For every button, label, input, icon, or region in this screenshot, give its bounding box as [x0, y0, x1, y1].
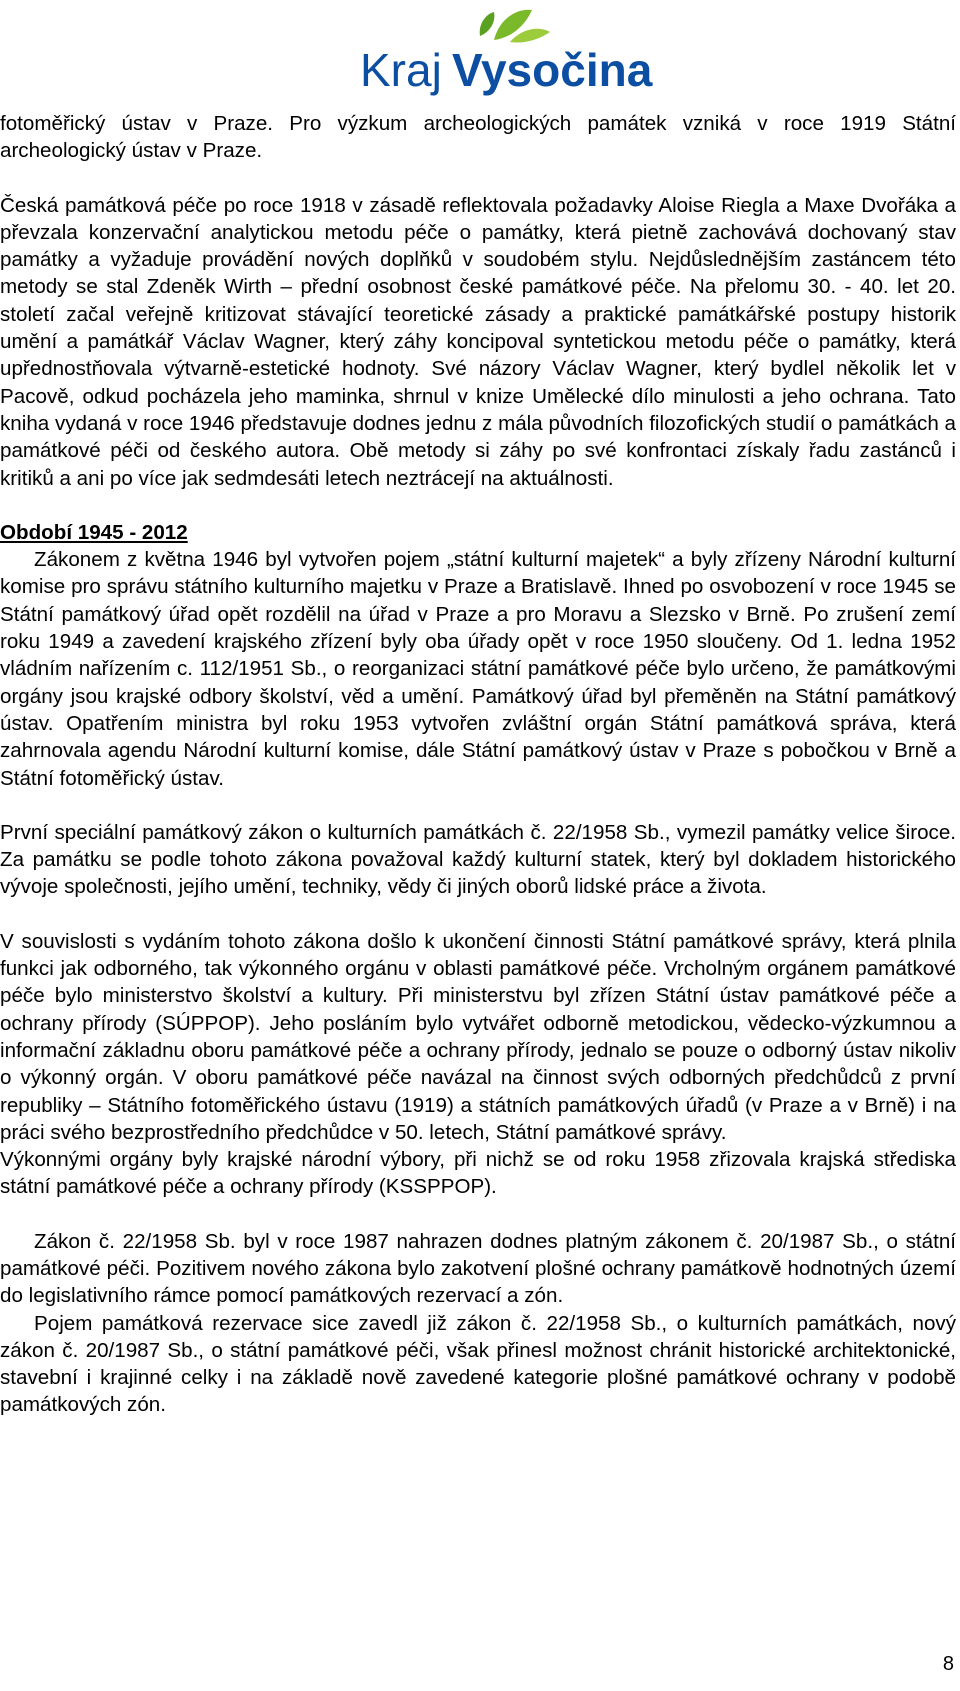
paragraph-1946-law: Zákonem z května 1946 byl vytvořen pojem „státní kulturní majetek“ a byly zřízeny Národní kulturní komise pro správu státního kulturního majetku v Praze a Bratislavě. Ihned po osvobození v roce 1945 se Státní památkový úřad opět rozdělil na úřad v Praze a pro Moravu a Slezsko v Brně. Po zrušení zemí roku 1949 a zavedení krajského zřízení byly oba úřady opět v roce 1950 sloučeny. Od 1. ledna 1952 vládním nařízením c. 112/1951 Sb., o reorganizaci státní památkové péče bylo určeno, že památkovými orgány jsou krajské odbory školství, věd a umění. Památkový úřad byl přeměněn na Státní památkový ústav. Opatřením ministra byl roku 1953 vytvořen zvláštní orgán Státní památková správa, která zahrnovala agendu Národní kulturní komise, dále Státní památkový ústav v Praze s pobočkou v Brně a Státní fotoměřický ústav.: [0, 548, 956, 790]
paragraph-suppop: V souvislosti s vydáním tohoto zákona došlo k ukončení činnosti Státní památkové správy, která plnila funkci jak odborného, tak výkonného orgánu v oblasti památkové péče. Vrcholným orgánem památkové péče bylo ministerstvo školství a kultury. Při ministerstvu byl zřízen Státní ústav památkové péče a ochrany přírody (SÚPPOP). Jeho posláním bylo vytvářet odborně metodickou, vědecko-výzkumnou a informační základnu oboru památkové péče a ochrany přírody, jednalo se pouze o odborný ústav nikoliv o výkonný orgán. V oboru památkové péče navázal na činnost svých odborných předchůdců z první republiky – Státního fotoměřického ústavu (1919) a státních památkových úřadů (v Praze a v Brně) i na práci svého bezprostředního předchůdce v 50. letech, Státní památkové správy.: [0, 929, 956, 1144]
logo-kraj-text: Kraj: [360, 44, 442, 96]
section-heading: Období 1945 - 2012: [0, 520, 188, 544]
logo-graphic: [360, 6, 690, 102]
paragraph-reservation: Pojem památková rezervace sice zavedl již zákon č. 22/1958 Sb., o kulturních památkách, nový zákon č. 20/1987 Sb., o státní památkové péči, však přinesl možnost chránit historické architektonické, stavební i krajinné celky i na základě nově zavedené kategorie plošné památkové ochrany v podobě památkových zón.: [0, 1311, 956, 1417]
page-number: 8: [942, 1653, 954, 1675]
paragraph-intro: fotoměřický ústav v Praze. Pro výzkum archeologických památek vzniká v roce 1919 Státní archeologický ústav v Praze.: [0, 112, 956, 163]
paragraph-1987-law: Zákon č. 22/1958 Sb. byl v roce 1987 nahrazen dodnes platným zákonem č. 20/1987 Sb., o státní památkové péči. Pozitivem nového zákona bylo zakotvení plošné ochrany památkově hodnotných území do legislativního rámce pomocí památkových rezervací a zón.: [0, 1229, 956, 1308]
logo-vysocina-text: Vysočina: [452, 44, 653, 96]
leaf-icon: [480, 10, 550, 43]
document-body: [0, 110, 956, 1419]
paragraph-executive-bodies: Výkonnými orgány byly krajské národní výbory, při nichž se od roku 1958 zřizovala krajská střediska státní památkové péče a ochrany přírody (KSSPPOP).: [0, 1148, 956, 1199]
kraj-vysocina-logo: [360, 6, 690, 102]
paragraph-czech-heritage: Česká památková péče po roce 1918 v zásadě reflektovala požadavky Aloise Riegla a Maxe Dvořáka a převzala konzervační analytickou metodu péče o památky, která pietně zachovává dochovaný stav památky a vyžaduje provádění nových doplňků v soudobém stylu. Nejdůslednějším zastáncem této metody se stal Zdeněk Wirth – přední osobnost české památkové péče. Na přelomu 30. - 40. let 20. století začal veřejně kritizovat stávající teoretické zásady a praktické památkářské postupy historik umění a památkář Václav Wagner, který záhy koncipoval syntetickou metodu péče o památky, která upřednostňovala výtvarně-estetické hodnoty. Své názory Václav Wagner, který bydlel několik let v Pacově, odkud pocházela jeho maminka, shrnul v knize Umělecké dílo minulosti a jeho ochrana. Tato kniha vydaná v roce 1946 představuje dodnes jednu z mála původních filozofických studií o památkách a památkové péči od českého autora. Obě metody si záhy po své konfrontaci získaly řadu zastánců i kritiků a ani po více jak sedmdesáti letech neztrácejí na aktuálnosti.: [0, 193, 956, 490]
paragraph-first-law: První speciální památkový zákon o kulturních památkách č. 22/1958 Sb., vymezil památky velice široce. Za památku se podle tohoto zákona považoval každý kulturní statek, který byl dokladem historického vývoje společnosti, jejího umění, techniky, vědy či jiných oborů lidské práce a života.: [0, 820, 956, 899]
